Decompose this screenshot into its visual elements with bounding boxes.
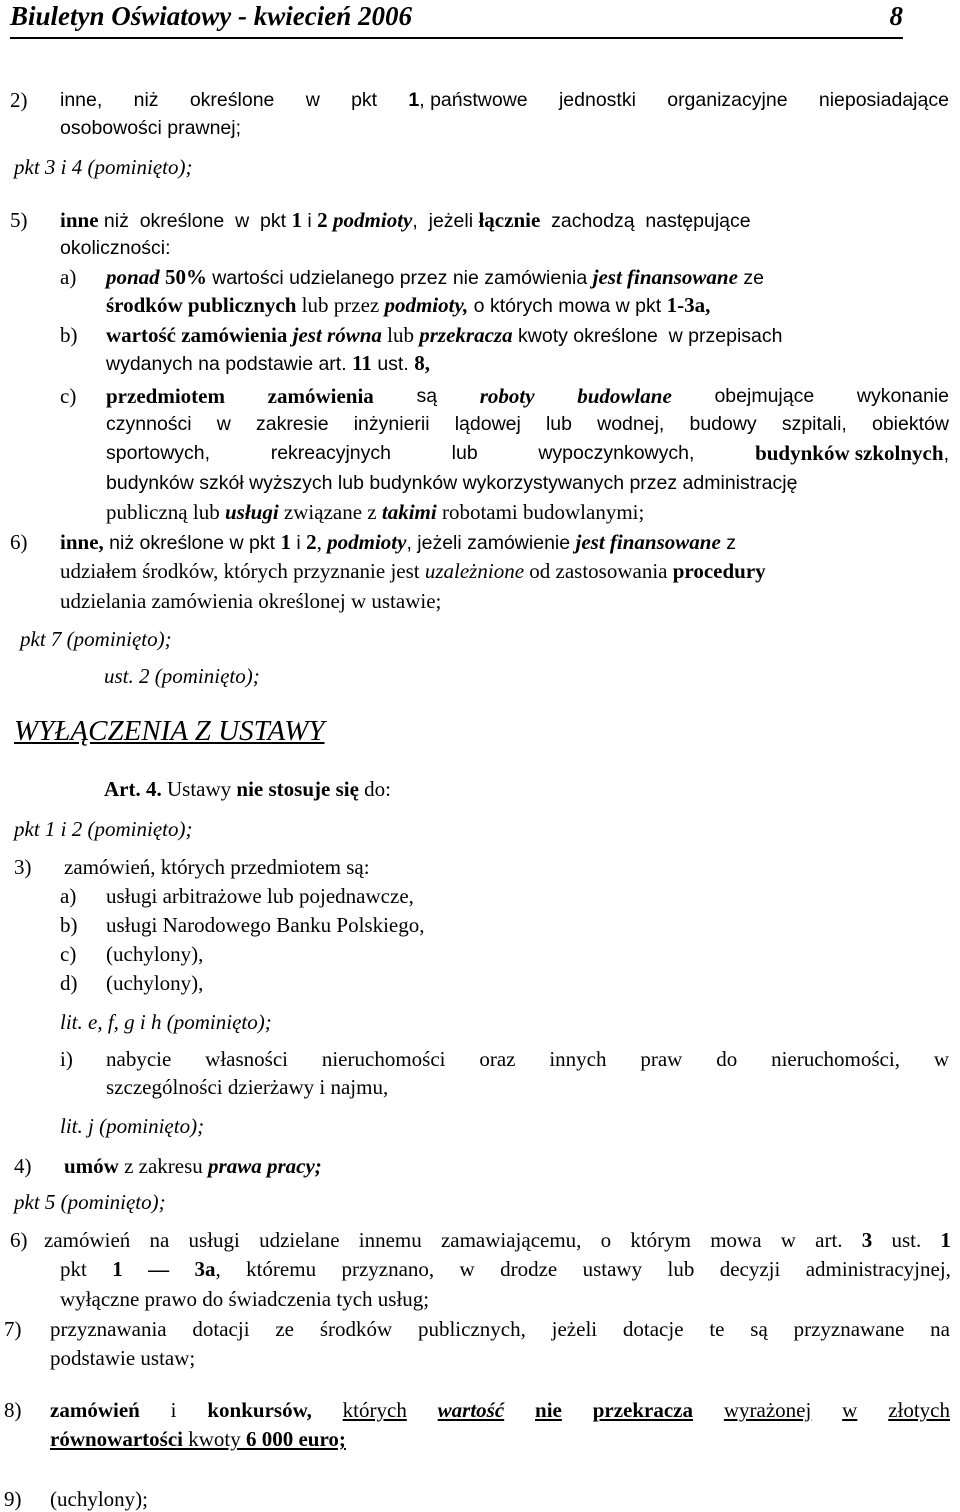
item-5c-mark: c) [60,384,77,408]
bulletin-title: Biuletyn Oświatowy - kwiecień 2006 [10,1,412,31]
item-5-line-2: okoliczności: [60,237,171,259]
omitted-pkt-5: pkt 5 (pominięto); [14,1190,166,1214]
omitted-ust-2: ust. 2 (pominięto); [104,664,260,688]
item-3a-mark: a) [60,884,77,908]
item-3-number: 3) [14,855,32,879]
page-number: 8 [889,1,903,31]
item-7-number: 7) [4,1317,22,1341]
item-8-line-1: zamówień i konkursów, których wartość nie przekracza wyrażonej w złotych [50,1398,950,1422]
item-3d-text: (uchylony), [106,971,204,995]
item-4-text: umów z zakresu prawa pracy; [64,1154,322,1178]
item-5c-line-4: budynków szkół wyższych lub budynków wykorzystywanych przez administrację [106,472,798,494]
item-6b-number: 6) [10,1228,28,1252]
item-6-line-3: udzielania zamówienia określonej w ustawie; [60,589,442,613]
item-6b-line-2: pkt 1 — 3a, któremu przyznano, w drodze ustawy lub decyzji administracyjnej, [60,1257,951,1281]
item-3d-mark: d) [60,971,78,995]
item-5c-line-5: publiczną lub usługi związane z takimi robotami budowlanymi; [106,500,645,524]
item-6b-line-1: zamówień na usługi udzielane innemu zamawiającemu, o którym mowa w art. 3 ust. 1 [44,1228,951,1252]
item-8-number: 8) [4,1398,22,1422]
item-3i-line-2: szczególności dzierżawy i najmu, [106,1075,389,1099]
item-2-number: 2) [10,88,28,112]
item-5b-line-2: wydanych na podstawie art. 11 ust. 8, [106,351,430,375]
item-5c-line-1: przedmiotem zamówienia są roboty budowlane obejmujące wykonanie [106,384,949,408]
item-4-number: 4) [14,1154,32,1178]
item-5-line-1: inne niż określone w pkt 1 i 2 podmioty, jeżeli łącznie zachodzą następujące [60,208,751,232]
page-header [10,0,903,39]
item-5b-mark: b) [60,323,78,347]
item-3i-line-1: nabycie własności nieruchomości oraz innych praw do nieruchomości, w [106,1047,949,1071]
omitted-lit-e-h: lit. e, f, g i h (pominięto); [60,1010,272,1034]
item-6-line-1: inne, niż określone w pkt 1 i 2, podmioty, jeżeli zamówienie jest finansowane z [60,530,736,554]
omitted-lit-j: lit. j (pominięto); [60,1114,205,1138]
item-7-line-1: przyznawania dotacji ze środków publicznych, jeżeli dotacje te są przyznawane na [50,1317,950,1341]
item-3c-text: (uchylony), [106,942,204,966]
item-2-line-1: inne, niż określone w pkt 1, państwowe jednostki organizacyjne nieposiadające [60,89,949,111]
item-9-number: 9) [4,1487,22,1511]
section-heading: WYŁĄCZENIA Z USTAWY [14,715,325,747]
item-2-line-2: osobowości prawnej; [60,117,242,139]
item-3b-mark: b) [60,913,78,937]
item-5b-line-1: wartość zamówienia jest równa lub przekracza kwoty określone w przepisach [106,323,783,347]
item-3c-mark: c) [60,942,77,966]
omitted-pkt-1-2: pkt 1 i 2 (pominięto); [14,817,193,841]
item-6-number: 6) [10,530,28,554]
item-5-number: 5) [10,208,28,232]
item-5c-line-2: czynności w zakresie inżynierii lądowej lub wodnej, budowy szpitali, obiektów [106,413,949,435]
art-4-intro: Art. 4. Ustawy nie stosuje się do: [104,777,391,801]
item-3i-mark: i) [60,1047,73,1071]
item-9-text: (uchylony); [50,1487,148,1511]
omitted-pkt-7: pkt 7 (pominięto); [20,627,172,651]
item-3a-text: usługi arbitrażowe lub pojednawcze, [106,884,414,908]
item-3-text: zamówień, których przedmiotem są: [64,855,370,879]
item-6-line-2: udziałem środków, których przyznanie jest uzależnione od zastosowania procedury [60,559,766,583]
omitted-pkt-3-4: pkt 3 i 4 (pominięto); [14,155,193,179]
item-7-line-2: podstawie ustaw; [50,1346,196,1370]
item-8-line-2: równowartości kwoty 6 000 euro; [50,1427,346,1451]
item-5a-mark: a) [60,265,77,289]
item-5a-line-2: środków publicznych lub przez podmioty, o których mowa w pkt 1-3a, [106,293,711,317]
item-3b-text: usługi Narodowego Banku Polskiego, [106,913,425,937]
item-5a-line-1: ponad 50% wartości udzielanego przez nie zamówienia jest finansowane ze [106,265,764,289]
item-5c-line-3: sportowych, rekreacyjnych lub wypoczynkowych, budynków szkolnych, [106,441,949,465]
item-6b-line-3: wyłączne prawo do świadczenia tych usług; [60,1287,430,1311]
